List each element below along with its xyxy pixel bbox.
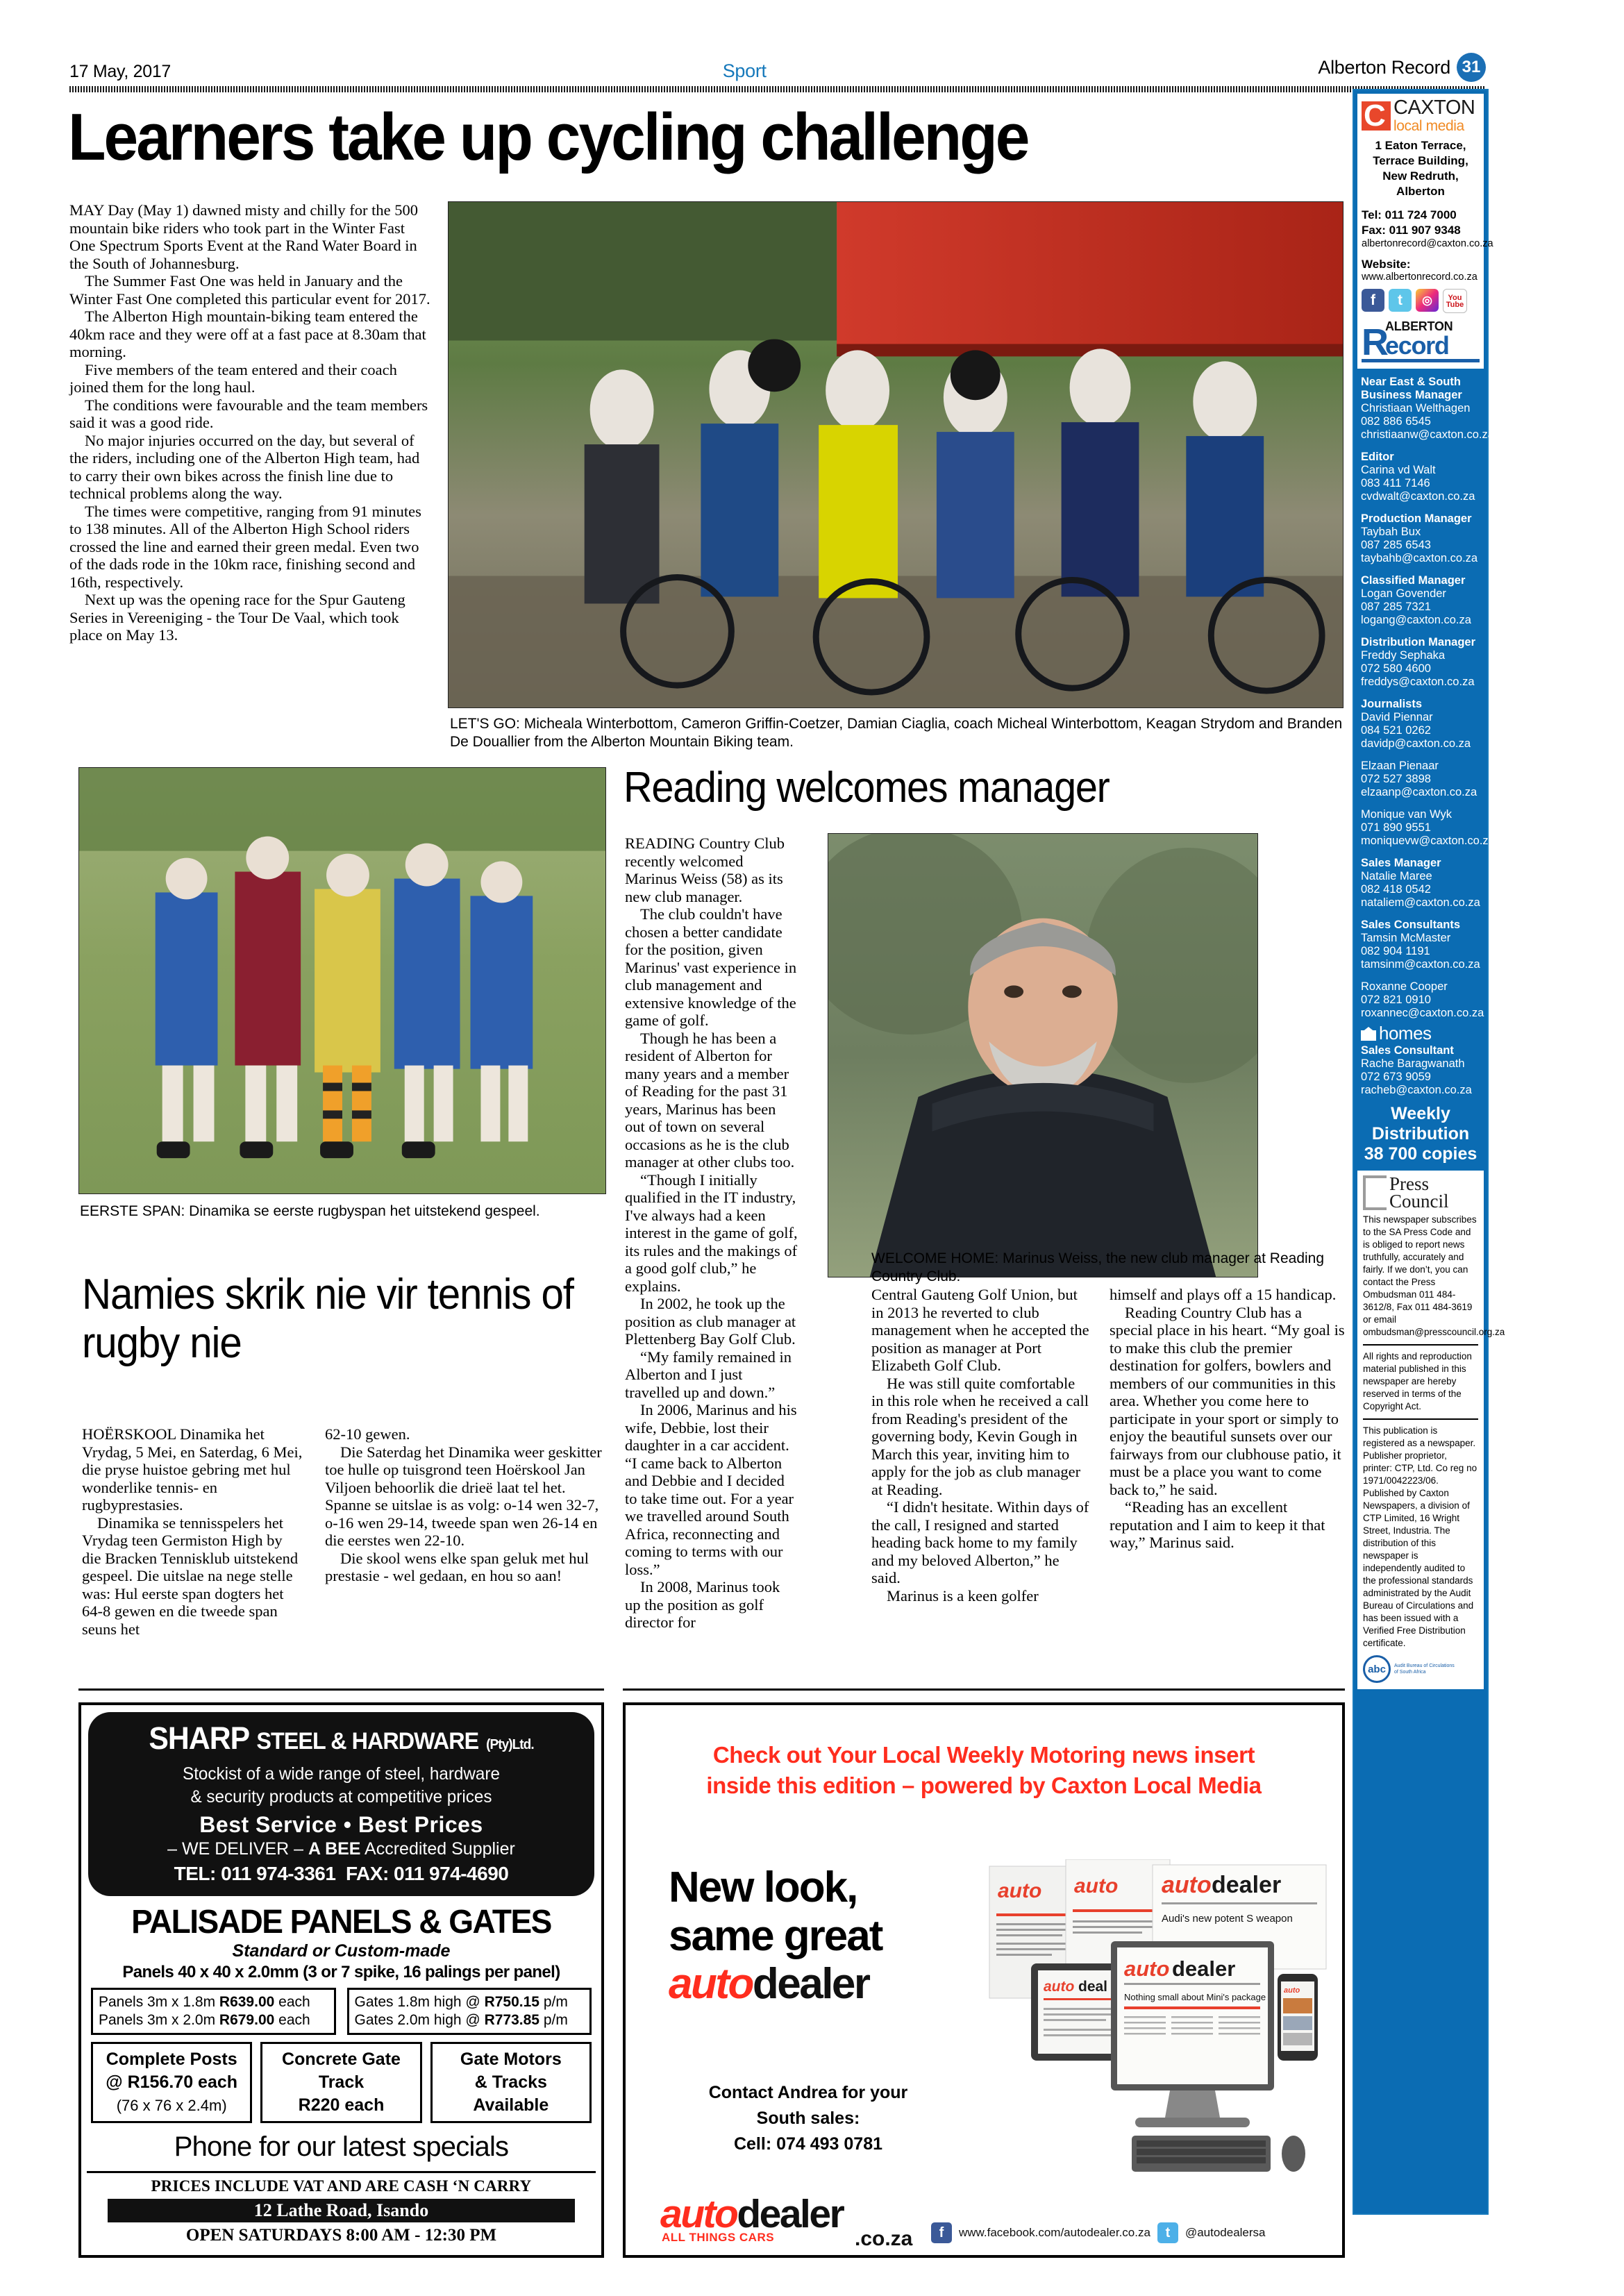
contact-line-3: Cell: 074 493 0781: [733, 2134, 883, 2154]
price-unit: each: [274, 1994, 310, 2010]
price-label: Panels 3m x 2.0m: [99, 2012, 219, 2028]
staff-role: Classified Manager: [1361, 574, 1466, 587]
paragraph: himself and plays off a 15 handicap.: [1110, 1286, 1337, 1303]
page-number-badge: 31: [1457, 53, 1486, 82]
staff-name: Logan Govender: [1361, 587, 1446, 600]
banner-line-2: inside this edition – powered by Caxton Local Media: [706, 1773, 1262, 1798]
rugby-article-col2: [325, 1425, 603, 1585]
spacer: [1361, 627, 1480, 636]
staff-email[interactable]: tamsinm@caxton.co.za: [1361, 958, 1480, 971]
staff-entry: [1361, 980, 1484, 1020]
price-label: Panels 3m x 1.8m: [99, 1994, 219, 2010]
new-look-line-2: same great: [669, 1912, 882, 1960]
website-label: Website:: [1362, 258, 1411, 271]
paragraph: Die skool wens elke span geluk met hul prestasie - wel gedaan, en hou so aan!: [325, 1549, 589, 1584]
weekly-line-1: Weekly: [1391, 1104, 1450, 1123]
contact-line-2: South sales:: [756, 2109, 860, 2128]
paragraph: Die Saterdag het Dinamika weer geskitter toe hulle op tuisgrond teen Hoërskool Jan Viljoen behoorlik die drieë laat tel het. Spanne se uitslae is as volg: o-14 wen 32-7, o-16 wen 29-14, tweede span wen 26-14 en die eerstes wen 22-10.: [325, 1443, 602, 1549]
rugby-headline: Namies skrik nie vir tennis of rugby nie: [82, 1271, 574, 1367]
caxton-sub: local media: [1393, 118, 1464, 134]
svg-text:Audi's new potent S weapon: Audi's new potent S weapon: [1162, 1913, 1293, 1925]
ad-divider-right: [623, 1689, 1345, 1691]
manager-photo-caption: WELCOME HOME: Marinus Weiss, the new club manager at Reading Country Club.: [871, 1250, 1325, 1284]
press-word-2: Council: [1389, 1191, 1449, 1212]
price-label: Gates 1.8m high @: [354, 1994, 485, 2010]
autodealer-domain: .co.za: [855, 2227, 913, 2250]
price-label: Gates 2.0m high @: [354, 2012, 485, 2028]
staff-role: Sales Manager: [1361, 857, 1441, 869]
rugby-article-col1: [82, 1425, 304, 1638]
sharp-gates-box: [347, 1988, 592, 2035]
paragraph: 62-10 gewen.: [325, 1425, 410, 1443]
staff-name: Monique van Wyk: [1361, 808, 1452, 821]
staff-phone: 082 418 0542: [1361, 883, 1431, 896]
cell-line-3: (76 x 76 x 2.4m): [116, 2097, 227, 2114]
paragraph: The times were competitive, ranging from 91 minutes to 138 minutes. All of the Alberton High School riders crossed the line and earned their green medal. Even two of the dads rode in the 10km race, finishing second and 16th, respectively.: [69, 502, 421, 591]
facebook-icon[interactable]: f: [1362, 289, 1384, 312]
paragraph: The Summer Fast One was held in January and the Winter Fast One completed this particular event for 2017.: [69, 272, 430, 308]
spacer: [1361, 751, 1480, 760]
banner-line-1: Check out Your Local Weekly Motoring news insert: [712, 1742, 1255, 1768]
staff-phone: 083 411 7146: [1361, 477, 1430, 489]
staff-phone: 072 580 4600: [1361, 662, 1431, 675]
sharp-cell-motors: [430, 2042, 592, 2123]
staff-entry: [1361, 698, 1480, 751]
sharp-deliver-text: – WE DELIVER –: [167, 1839, 308, 1859]
publication-name: Alberton Record: [1318, 56, 1450, 78]
record-alberton: ALBERTON: [1385, 319, 1453, 333]
sharp-title: [108, 1722, 576, 1761]
price-line: [99, 1993, 328, 2011]
svg-text:Nothing small about Mini's pac: Nothing small about Mini's package: [1124, 1992, 1266, 2002]
homes-name: Rache Baragwanath: [1361, 1057, 1465, 1070]
price-value: R750.15: [484, 1994, 539, 2010]
svg-text:auto: auto: [1074, 1875, 1119, 1897]
photo-graphic: [449, 202, 1343, 707]
staff-name: Elzaan Pienaar: [1361, 760, 1439, 772]
staff-email[interactable]: moniquevw@caxton.co.za: [1361, 835, 1495, 847]
cell-line-1: Complete Posts: [106, 2050, 237, 2069]
rugby-photo-caption: EERSTE SPAN: Dinamika se eerste rugbyspan het uitstekend gespeel.: [80, 1203, 540, 1219]
cell-line-1: Gate Motors: [460, 2050, 562, 2069]
staff-entry: [1361, 376, 1494, 442]
ad-autodealer[interactable]: [623, 1702, 1345, 2258]
staff-name: Freddy Sephaka: [1361, 649, 1446, 662]
staff-entry: [1361, 512, 1480, 565]
sharp-header-panel: [88, 1712, 594, 1896]
staff-phone: 071 890 9551: [1361, 821, 1431, 834]
spacer: [1361, 503, 1480, 512]
sharp-palisade-title: PALISADE PANELS & GATES: [131, 1904, 551, 1941]
caxton-address: [1362, 138, 1480, 199]
address-line: New Redruth, Alberton: [1382, 169, 1459, 198]
sharp-bee-text: A BEE: [308, 1839, 361, 1859]
paragraph: The club couldn't have chosen a better candidate for the position, given Marinus' vast experience in club management and extensive knowledge of the game of golf.: [625, 905, 797, 1029]
logo-auto: auto: [669, 1960, 753, 2008]
staff-email[interactable]: roxannec@caxton.co.za: [1361, 1007, 1484, 1019]
sharp-price-row: [91, 1988, 592, 2035]
press-council-wordmark: [1389, 1175, 1449, 1210]
staff-email[interactable]: logang@caxton.co.za: [1361, 614, 1471, 626]
masthead-right: [1318, 53, 1486, 82]
paragraph: Marinus is a keen golfer: [887, 1586, 1039, 1604]
youtube-icon[interactable]: You Tube: [1443, 289, 1467, 313]
spacer: [1361, 971, 1480, 980]
photo-graphic: [828, 834, 1257, 1277]
masthead-sidebar: [1353, 89, 1505, 2215]
sharp-title-suffix: (Pty)Ltd.: [486, 1737, 534, 1752]
paragraph: In 2006, Marinus and his wife, Debbie, lost their daughter in a car accident. “I came back to Alberton and Debbie and I decided to take time out. For a year we travelled around South Africa, reconnecting and coming to terms with our loss.”: [625, 1401, 797, 1578]
cell-line-2: Track: [318, 2072, 365, 2092]
svg-text:auto: auto: [1124, 1956, 1170, 1981]
divider: [1363, 1344, 1478, 1346]
autodealer-devices-image: [962, 1859, 1337, 2206]
press-council-icon: [1363, 1175, 1387, 1210]
masthead: [69, 54, 1486, 82]
staff-name: Roxanne Cooper: [1361, 980, 1448, 993]
caxton-c-icon: [1362, 101, 1391, 131]
staff-phone: 084 521 0262: [1361, 724, 1431, 737]
paragraph: He was still quite comfortable in this role when he received a call from Reading's president of the governing body, Kevin Gough in March this year, inviting him to apply for the job as club manager at Reading.: [871, 1374, 1089, 1498]
staff-phone: 087 285 6543: [1361, 539, 1431, 551]
sharp-standard-line: Standard or Custom-made: [232, 1941, 451, 1961]
staff-entry: [1361, 451, 1480, 503]
sharp-panels-box: [91, 1988, 336, 2035]
press-word-1: Press: [1389, 1173, 1430, 1194]
staff-name: Christiaan Welthagen: [1361, 402, 1471, 414]
staff-directory: [1354, 369, 1495, 1100]
price-value: R639.00: [219, 1994, 275, 2010]
cell-line-2: @ R156.70 each: [106, 2072, 238, 2092]
contact-line-1: Contact Andrea for your: [708, 2083, 908, 2102]
homes-logo: [1361, 1023, 1480, 1044]
record-logo-row: [1362, 319, 1480, 363]
caxton-info-panel: [1357, 94, 1493, 369]
ad-sharp-steel[interactable]: [78, 1702, 604, 2258]
cell-line-3: Available: [473, 2095, 549, 2115]
staff-entry: [1361, 857, 1480, 910]
svg-text:dealer: dealer: [1172, 1956, 1236, 1981]
abc-caption: [1394, 1663, 1455, 1675]
registration-text: This publication is registered as a newspaper. Publisher proprietor, printer: CTP, Ltd. Co reg no 1971/0042223/06. Published by Caxton Newspapers, a division of CTP Limited, 16 Wright Street, Industria. The distribution of this newspaper is independently audited to the professional standards administrated by the Audit Bureau of Circulations and has been issued with a Verified Free Distribution certificate.: [1363, 1425, 1477, 1648]
facebook-url[interactable]: www.facebook.com/autodealer.co.za: [959, 2226, 1150, 2239]
house-icon: [1361, 1027, 1376, 1041]
price-line: [355, 1993, 585, 2011]
staff-email[interactable]: cvdwalt@caxton.co.za: [1361, 490, 1475, 503]
staff-name: Natalie Maree: [1361, 870, 1432, 882]
cycling-team-photo: [448, 201, 1343, 708]
autodealer-social-row: [931, 2222, 1266, 2243]
address-line: 1 Eaton Terrace,: [1375, 139, 1466, 152]
spacer: [1361, 689, 1480, 698]
staff-phone: 082 904 1191: [1361, 945, 1430, 957]
staff-email[interactable]: taybahb@caxton.co.za: [1361, 552, 1478, 564]
price-unit: p/m: [539, 1994, 568, 2010]
homes-phone: 072 673 9059: [1361, 1071, 1431, 1083]
sharp-cell-track: [260, 2042, 421, 2123]
price-line: [355, 2011, 585, 2029]
twitter-handle[interactable]: @autodealersa: [1184, 2226, 1266, 2239]
price-line: [99, 2011, 328, 2029]
paragraph: Central Gauteng Golf Union, but in 2013 he reverted to club management when he accepted the position as manager at Port Elizabeth Golf Club.: [871, 1286, 1089, 1374]
price-value: R773.85: [484, 2012, 539, 2028]
autodealer-logo-main: [669, 1959, 869, 2009]
paragraph: “My family remained in Alberton and I just travelled up and down.”: [625, 1348, 792, 1401]
logo-dealer: dealer: [737, 2192, 844, 2236]
abc-line-1: Audit Bureau of Circulations: [1394, 1664, 1455, 1668]
paragraph: Dinamika se tennisspelers het Vrydag teen Germiston High by die Bracken Tennisklub uitstekend gespeel. Die uitslae na nege stelle was: Hul eerste span dogters het 64-8 gewen en die tweede span seuns het: [82, 1514, 299, 1638]
abc-line-2: of South Africa: [1394, 1670, 1426, 1675]
record-word: ecord: [1385, 331, 1449, 360]
spacer: [1361, 565, 1480, 574]
spacer: [1361, 848, 1480, 857]
paragraph: Reading Country Club has a special place in his heart. “My goal is to make this club the premier destination for golfers, bowlers and members of our communities in this area. Whether you come here to participate in your sport or simply to enjoy the beautiful sunsets over our fairways from our clubhouse patio, it must be a place you want to come back to,” he said.: [1110, 1303, 1345, 1498]
sharp-delivery-line: [95, 1839, 587, 1859]
staff-entry: [1361, 919, 1480, 971]
logo-auto: auto: [660, 2192, 737, 2236]
sharp-slogan: Best Service • Best Prices: [199, 1812, 483, 1837]
paragraph: HOËRSKOOL Dinamika het Vrydag, 5 Mei, en Saterdag, 6 Mei, die pryse huistoe gebring met hul wonderlike tennis- en rugbyprestasies.: [82, 1425, 303, 1514]
staff-name: Carina vd Walt: [1361, 464, 1436, 476]
autodealer-contact: [659, 2080, 957, 2157]
paragraph: “Though I initially qualified in the IT industry, I've always had a keen interest in the game of golf, its rules and the makings of a good golf club,” he explains.: [625, 1171, 798, 1295]
staff-email[interactable]: nataliem@caxton.co.za: [1361, 896, 1480, 909]
website-url[interactable]: www.albertonrecord.co.za: [1362, 271, 1477, 283]
logo-dealer: dealer: [752, 1960, 869, 2008]
staff-role: Editor: [1361, 451, 1394, 463]
staff-entry: [1361, 760, 1480, 799]
press-council-logo: [1363, 1175, 1478, 1210]
abc-circle-icon: abc: [1363, 1655, 1391, 1683]
divider: [1363, 1418, 1478, 1420]
weekly-line-2: Distribution: [1371, 1124, 1470, 1143]
homes-label: homes: [1379, 1023, 1432, 1044]
staff-email[interactable]: christiaanw@caxton.co.za: [1361, 428, 1494, 441]
cell-line-3: R220 each: [298, 2095, 385, 2115]
paragraph: In 2002, he took up the position as club manager at Plettenberg Bay Golf Club.: [625, 1295, 796, 1348]
staff-phone: 082 886 6545: [1361, 415, 1431, 428]
staff-role: Near East & South Business Manager: [1361, 376, 1462, 401]
homes-role: Sales Consultant: [1361, 1044, 1454, 1057]
weekly-line-3: 38 700 copies: [1364, 1144, 1477, 1164]
sharp-specials-line: Phone for our latest specials: [174, 2131, 509, 2162]
social-icons-row: [1362, 289, 1480, 313]
price-unit: each: [274, 2012, 310, 2028]
record-r-letter: R: [1362, 321, 1389, 363]
autodealer-new-look: [669, 1863, 882, 1961]
paragraph: No major injuries occurred on the day, but several of the riders, including one of the Alberton High team, had to carry their own bikes across the finish line due to technical problems along the way.: [69, 431, 420, 502]
press-council-panel: [1357, 1171, 1505, 1689]
caxton-email[interactable]: albertonrecord@caxton.co.za: [1362, 238, 1493, 249]
ad-divider-left: [78, 1689, 604, 1691]
instagram-icon[interactable]: ◎: [1416, 289, 1439, 312]
twitter-icon[interactable]: t: [1157, 2222, 1178, 2243]
sharp-product-cells: [91, 2042, 592, 2123]
homes-email[interactable]: racheb@caxton.co.za: [1361, 1084, 1472, 1096]
paragraph: The conditions were favourable and the team members said it was a good ride.: [69, 396, 428, 431]
sharp-accredited-text: Accredited Supplier: [360, 1839, 515, 1859]
staff-entry: [1361, 808, 1495, 848]
svg-text:dealer: dealer: [1212, 1872, 1282, 1898]
sharp-subtitle-1: Stockist of a wide range of steel, hardware: [183, 1764, 500, 1784]
staff-role: Distribution Manager: [1361, 636, 1476, 648]
price-unit: p/m: [539, 2012, 568, 2028]
svg-text:auto: auto: [1044, 1979, 1075, 1995]
sharp-vat-note: PRICES INCLUDE VAT AND ARE CASH ‘N CARRY: [151, 2177, 532, 2195]
sharp-cell-posts: [91, 2042, 252, 2123]
autodealer-banner: [626, 1705, 1342, 1801]
sharp-panel-spec: Panels 40 x 40 x 2.0mm (3 or 7 spike, 16 palings per panel): [122, 1963, 560, 1981]
staff-phone: 072 527 3898: [1361, 773, 1431, 785]
sharp-fax: FAX: 011 974-4690: [346, 1863, 509, 1884]
cycling-article-text: [69, 201, 430, 644]
cell-line-1: Concrete Gate: [282, 2050, 401, 2069]
price-value: R679.00: [219, 2012, 275, 2028]
sharp-tel: TEL: 011 974-3361: [174, 1863, 336, 1884]
record-text: [1385, 320, 1480, 358]
paragraph: Though he has been a resident of Alberton for many years and a member of Reading for the past 31 years, Marinus has been out of town on several occasions as he is the club manager at other clubs too.: [625, 1029, 795, 1171]
alberton-record-logo: [1362, 320, 1480, 362]
spacer: [1361, 910, 1480, 919]
sharp-title-main: SHARP: [149, 1720, 249, 1756]
paragraph: Five members of the team entered and their coach joined them for the long haul.: [69, 360, 397, 396]
caxton-wordmark: [1393, 98, 1475, 133]
reading-article-col2: [871, 1286, 1090, 1604]
reading-article-col3: [1110, 1286, 1346, 1552]
sharp-address: 12 Lathe Road, Isando: [108, 2199, 575, 2222]
reading-headline: Reading welcomes manager: [623, 764, 1110, 812]
reading-article-col1: [625, 835, 798, 1632]
caxton-telephone: Tel: 011 724 7000: [1362, 208, 1457, 221]
caxton-name: CAXTON: [1393, 97, 1475, 119]
svg-text:deal: deal: [1078, 1979, 1108, 1995]
issue-date: 17 May, 2017: [69, 62, 171, 81]
staff-name: Taybah Bux: [1361, 526, 1421, 538]
paragraph: In 2008, Marinus took up the position as golf director for: [625, 1578, 780, 1631]
staff-email[interactable]: freddys@caxton.co.za: [1361, 676, 1475, 688]
new-look-line-1: New look,: [669, 1863, 857, 1911]
abc-logo: [1363, 1655, 1478, 1683]
page-title: Learners take up cycling challenge: [68, 100, 1028, 174]
sharp-footer: [87, 2171, 596, 2245]
paragraph: The Alberton High mountain-biking team entered the 40km race and they were off at a fast pace at 8.30am that morning.: [69, 308, 426, 360]
sharp-title-rest: STEEL & HARDWARE: [256, 1728, 479, 1754]
staff-name: Tamsin McMaster: [1361, 932, 1451, 944]
svg-text:auto: auto: [1284, 1986, 1300, 1995]
paragraph: READING Country Club recently welcomed Marinus Weiss (58) as its new club manager.: [625, 835, 785, 905]
staff-role: Production Manager: [1361, 512, 1472, 525]
paragraph: Next up was the opening race for the Spur Gauteng Series in Vereeniging - the Tour De Vaal, which took place on May 13.: [69, 591, 405, 644]
spacer: [1361, 799, 1480, 808]
section-label: Sport: [722, 60, 767, 81]
svg-text:auto: auto: [1162, 1872, 1212, 1898]
caxton-logo: [1362, 98, 1480, 133]
staff-role: Sales Consultants: [1361, 919, 1461, 931]
press-code-text: This newspaper subscribes to the SA Press Code and is obliged to report news truthfully, accurately and fairly. If we don’t, you can contact the Press Ombudsman 011 484-3612/8, Fax 011 484-3619 or email ombudsman@presscouncil.org.za: [1363, 1214, 1505, 1337]
paragraph: MAY Day (May 1) dawned misty and chilly for the 500 mountain bike riders who took part in the Winter Fast One Spectrum Sports Event at the Rand Water Board in the South of Johannesburg.: [69, 201, 418, 272]
copyright-text: All rights and reproduction material published in this newspaper are hereby reserved in terms of the Copyright Act.: [1363, 1351, 1472, 1411]
staff-entry: [1361, 574, 1480, 627]
staff-email[interactable]: davidp@caxton.co.za: [1361, 737, 1471, 750]
staff-role: Journalists: [1361, 698, 1423, 710]
staff-phone: 087 285 7321: [1361, 601, 1431, 613]
sharp-hours: OPEN SATURDAYS 8:00 AM - 12:30 PM: [185, 2226, 497, 2245]
caxton-fax: Fax: 011 907 9348: [1362, 224, 1461, 237]
autodealer-tagline: ALL THINGS CARS: [662, 2231, 775, 2244]
sharp-subtitle-2: & security products at competitive prices: [190, 1787, 492, 1807]
staff-name: David Piennar: [1361, 711, 1433, 723]
spacer: [1361, 442, 1480, 451]
staff-phone: 072 821 0910: [1361, 994, 1431, 1006]
svg-text:auto: auto: [998, 1879, 1042, 1902]
sharp-contact-line: [95, 1863, 587, 1885]
paragraph: “I didn't hesitate. Within days of the call, I resigned and started heading back home to my family and my beloved Alberton,” he said.: [871, 1498, 1089, 1586]
staff-entry: [1361, 636, 1480, 689]
manager-portrait-photo: [828, 833, 1258, 1277]
twitter-icon[interactable]: t: [1389, 289, 1412, 312]
paragraph: “Reading has an excellent reputation and I aim to keep it that way,” Marinus said.: [1110, 1498, 1325, 1551]
photo-graphic: [79, 768, 605, 1193]
address-line: Terrace Building,: [1373, 154, 1468, 167]
masthead-divider: [69, 86, 1486, 92]
weekly-distribution: [1354, 1100, 1487, 1171]
facebook-icon[interactable]: f: [931, 2222, 952, 2243]
rugby-team-photo: [78, 767, 606, 1194]
cycling-photo-caption: LET'S GO: Micheala Winterbottom, Cameron Griffin-Coetzer, Damian Ciaglia, coach Micheal Winterbottom, Keagan Strydom and Branden De Douallier from the Alberton Mountain Biking team.: [450, 716, 1343, 750]
cell-line-2: & Tracks: [474, 2072, 547, 2092]
staff-email[interactable]: elzaanp@caxton.co.za: [1361, 786, 1477, 798]
